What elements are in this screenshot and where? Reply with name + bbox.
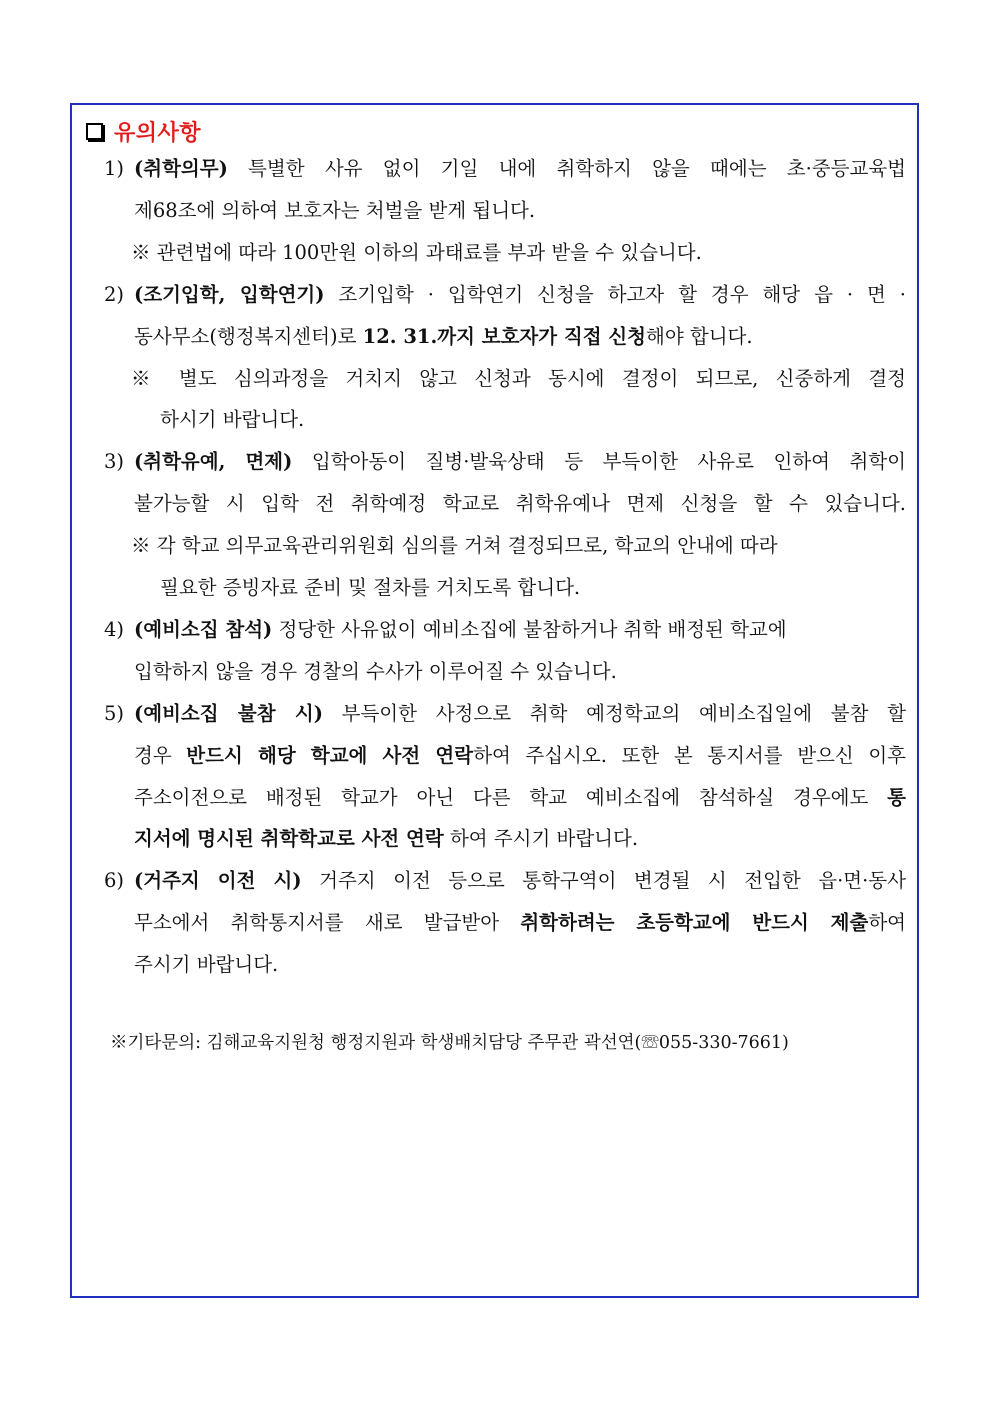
text-run: ※ 각 학교 의무교육관리위원회 심의를 거쳐 결정되므로, 학교의 안내에 따라	[131, 534, 778, 558]
item-line	[134, 616, 787, 644]
item-line	[134, 742, 906, 770]
text-run: ※ 별도 심의과정을 거치지 않고 신청과 동시에 결정이 되므로, 신중하게 결정	[131, 366, 906, 390]
text-run: 제68조에 의하여 보호자는 처벌을 받게 됩니다.	[134, 198, 536, 222]
notice-heading	[86, 114, 201, 148]
text-run: 정당한 사유없이 예비소집에 불참하거나 취학 배정된 학교에	[272, 617, 787, 641]
contact-footer: ※기타문의: 김해교육지원청 행정지원과 학생배치담당 주무관 곽선연(☏055-330-7661)	[110, 1033, 789, 1053]
item-line	[134, 951, 278, 979]
bold-text: (조기입학, 입학연기)	[134, 282, 325, 306]
item-number: 2)	[104, 282, 125, 306]
text-run: 필요한 증빙자료 준비 및 절차를 거치도록 합니다.	[160, 576, 581, 599]
item-line	[134, 490, 906, 518]
text-run: 하시기 바랍니다.	[160, 408, 305, 432]
bold-text: (취학의무)	[134, 157, 228, 180]
bold-text: 12. 31.까지 보호자가 직접 신청	[362, 324, 647, 348]
item-line	[134, 658, 617, 686]
bold-text: 취학하려는 초등학교에 반드시 제출	[520, 911, 869, 935]
text-run: ※ 관련법에 따라 100만원 이하의 과태료를 부과 받을 수 있습니다.	[131, 240, 702, 264]
bold-text: (예비소집 참석)	[134, 617, 273, 641]
bold-text: 통	[887, 785, 906, 809]
item-line	[134, 909, 906, 937]
item-number: 5)	[104, 701, 125, 725]
text-run: 하여 주십시오. 또한 본 통지서를 받으신 이후	[473, 743, 906, 767]
text-run: 하여	[868, 911, 907, 935]
item-line	[134, 700, 906, 728]
text-run: 해야 합니다.	[646, 324, 753, 348]
text-run: 주시기 바랍니다.	[134, 953, 279, 977]
item-number: 6)	[104, 869, 125, 893]
item-line	[134, 825, 638, 853]
bold-text: 지서에 명시된 취학학교로 사전 연락	[134, 827, 444, 851]
item-line	[134, 323, 753, 351]
note-line	[160, 574, 580, 602]
item-line	[134, 784, 906, 812]
text-run: 무소에서 취학통지서를 새로 발급받아	[134, 911, 521, 935]
item-number: 1)	[104, 157, 125, 180]
item-number: 4)	[104, 617, 125, 641]
item-number: 3)	[104, 450, 125, 474]
text-run: 동사무소(행정복지센터)로	[134, 324, 363, 348]
note-line	[160, 406, 304, 434]
item-line	[134, 281, 906, 309]
note-line	[131, 365, 906, 393]
item-line	[134, 197, 535, 225]
item-line	[134, 867, 906, 895]
text-run: 경우	[134, 743, 187, 767]
note-line	[131, 239, 702, 267]
text-run: 부득이한 사정으로 취학 예정학교의 예비소집일에 불참 할	[322, 701, 906, 725]
bold-text: (취학유예, 면제)	[134, 450, 293, 474]
item-line	[134, 448, 906, 476]
text-run: 입학하지 않을 경우 경찰의 수사가 이루어질 수 있습니다.	[134, 659, 617, 683]
item-line	[134, 155, 906, 183]
bold-text: 반드시 해당 학교에 사전 연락	[186, 743, 474, 767]
checkbox-icon	[86, 123, 103, 140]
note-line	[131, 532, 778, 560]
text-run: 주소이전으로 배정된 학교가 아닌 다른 학교 예비소집에 참석하실 경우에도	[134, 785, 888, 809]
heading-title: 유의사항	[114, 120, 202, 146]
bold-text: (예비소집 불참 시)	[134, 701, 323, 725]
text-run: 특별한 사유 없이 기일 내에 취학하지 않을 때에는 초·중등교육법	[227, 157, 906, 180]
text-run: 입학아동이 질병·발육상태 등 부득이한 사유로 인하여 취학이	[292, 450, 906, 474]
bold-text: (거주지 이전 시)	[134, 869, 302, 893]
text-run: 거주지 이전 등으로 통학구역이 변경될 시 전입한 읍·면·동사	[301, 869, 906, 893]
text-run: 조기입학 · 입학연기 신청을 하고자 할 경우 해당 읍 · 면 ·	[324, 282, 906, 306]
text-run: 불가능할 시 입학 전 취학예정 학교로 취학유예나 면제 신청을 할 수 있습니다.	[134, 492, 906, 516]
text-run: 하여 주시기 바랍니다.	[443, 827, 639, 851]
